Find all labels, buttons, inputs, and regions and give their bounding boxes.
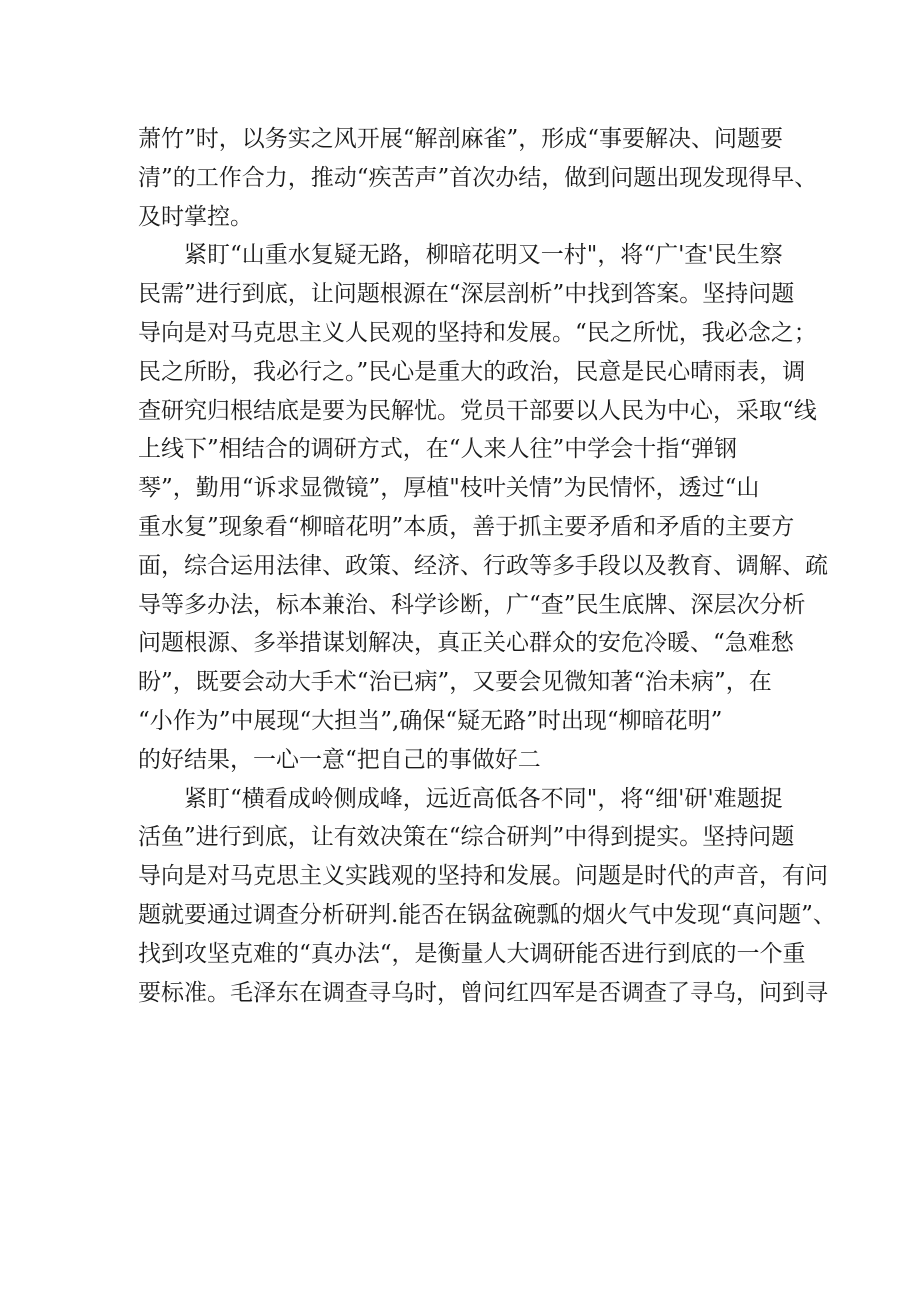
text-line: “小作为”中展现“大担当”,确保“疑无路”时出现“柳暗花明” bbox=[138, 707, 723, 734]
text-line: 的好结果，一心一意“把自己的事做好二 bbox=[138, 746, 541, 773]
text-line: 民需”进行到底，让问题根源在“深层剖析”中找到答案。坚持问题 bbox=[138, 281, 795, 308]
text-line: 导向是对马克思主义人民观的坚持和发展。“民之所忧，我必念之； bbox=[138, 319, 817, 346]
text-line: 要标准。毛泽东在调查寻乌时，曾问红四军是否调查了寻乌，问到寻 bbox=[138, 979, 828, 1006]
text-line: 查研究归根结底是要为民解忧。党员干部要以人民为中心，采取“线 bbox=[138, 397, 817, 424]
paragraph-2 bbox=[138, 236, 828, 779]
text-line: 紧盯“山重水复疑无路，柳暗花明又一村"，将“广'查'民生察 bbox=[184, 242, 783, 269]
text-line: 面，综合运用法律、政策、经济、行政等多手段以及教育、调解、疏 bbox=[138, 552, 828, 579]
text-line: 找到攻坚克难的“真办法“，是衡量人大调研能否进行到底的一个重 bbox=[138, 940, 806, 967]
text-line: 活鱼”进行到底，让有效决策在“综合研判”中得到提实。坚持问题 bbox=[138, 824, 795, 851]
text-line: 清”的工作合力，推动“疾苦声”首次办结，做到问题出现发现得早、 bbox=[138, 164, 818, 191]
text-line: 导向是对马克思主义实践观的坚持和发展。问题是时代的声音，有问 bbox=[138, 863, 828, 890]
text-line: 紧盯“横看成岭侧成峰，远近高低各不同"，将“细'研'难题捉 bbox=[184, 785, 783, 812]
text-line: 问题根源、多举措谋划解决，真正关心群众的安危冷暖、“急难愁 bbox=[138, 630, 794, 657]
text-line: 琴”，勤用“诉求显微镜”，厚植"枝叶关情”为民情怀，透过“山 bbox=[138, 475, 760, 502]
text-line: 民之所盼，我必行之。”民心是重大的政治，民意是民心晴雨表，调 bbox=[138, 358, 806, 385]
text-line: 上线下”相结合的调研方式，在“人来人往”中学会十指“弹钢 bbox=[138, 436, 738, 463]
text-line: 题就要通过调查分析研判.能否在锅盆碗瓢的烟火气中发现“真问题”、 bbox=[138, 901, 836, 928]
body-text bbox=[138, 120, 836, 1012]
text-line: 重水复”现象看“柳暗花明”本质，善于抓主要矛盾和矛盾的主要方 bbox=[138, 513, 795, 540]
text-line: 盼”，既要会动大手术“治已病”，又要会见微知著“治未病”，在 bbox=[138, 669, 772, 696]
text-line: 萧竹”时，以务实之风开展“解剖麻雀”，形成“事要解决、问题要 bbox=[138, 126, 784, 152]
paragraph-3 bbox=[138, 780, 836, 1013]
text-line: 导等多办法，标本兼治、科学诊断，广“查”民生底牌、深层次分析 bbox=[138, 591, 806, 618]
paragraph-1 bbox=[138, 120, 818, 236]
text-line: 及时掌控。 bbox=[138, 203, 253, 230]
